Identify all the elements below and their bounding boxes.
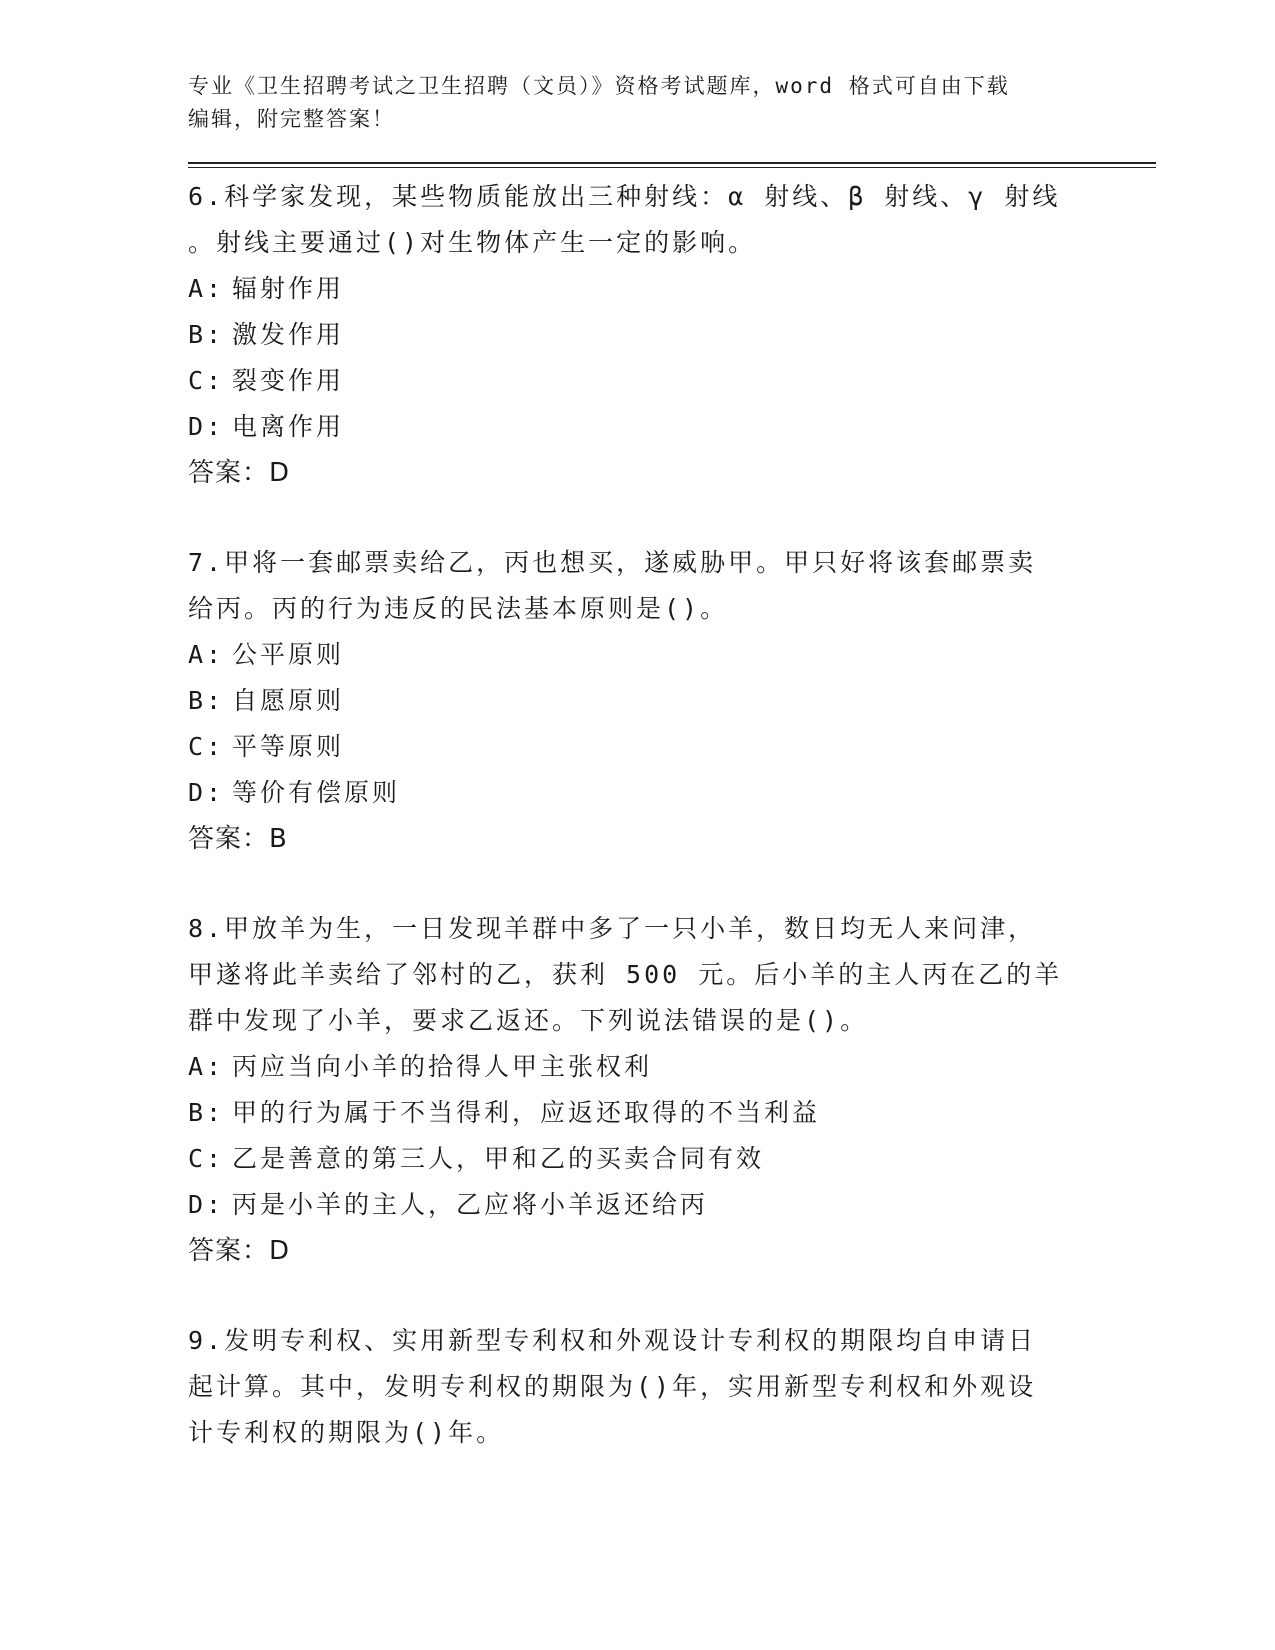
question-6 <box>188 174 1156 496</box>
question-text-line: 6.科学家发现，某些物质能放出三种射线：α 射线、β 射线、γ 射线 <box>188 182 1061 211</box>
option-d <box>188 1182 1156 1228</box>
option-key: A: <box>188 274 225 303</box>
option-a <box>188 1044 1156 1090</box>
option-key: D: <box>188 778 225 807</box>
option-key: A: <box>188 640 225 669</box>
answer: 答案：D <box>188 458 291 488</box>
option-text: 丙是小羊的主人，乙应将小羊返还给丙 <box>232 1190 709 1219</box>
question-text-line: 给丙。丙的行为违反的民法基本原则是()。 <box>188 594 729 623</box>
answer: 答案：D <box>188 1236 291 1266</box>
question-7 <box>188 540 1156 862</box>
option-key: A: <box>188 1052 225 1081</box>
option-text: 公平原则 <box>232 640 345 669</box>
option-key: B: <box>188 320 225 349</box>
option-b <box>188 1090 1156 1136</box>
option-text: 甲的行为属于不当得利，应返还取得的不当利益 <box>232 1098 821 1127</box>
option-key: B: <box>188 1098 225 1127</box>
option-text: 裂变作用 <box>232 366 345 395</box>
option-d <box>188 770 1156 816</box>
option-key: C: <box>188 366 225 395</box>
option-key: C: <box>188 1144 225 1173</box>
question-9 <box>188 1318 1156 1456</box>
header-divider <box>188 162 1156 168</box>
question-text-line: 7.甲将一套邮票卖给乙，丙也想买，遂威胁甲。甲只好将该套邮票卖 <box>188 548 1037 577</box>
answer: 答案：B <box>188 824 288 854</box>
option-key: B: <box>188 686 225 715</box>
option-text: 辐射作用 <box>232 274 345 303</box>
option-c <box>188 1136 1156 1182</box>
option-b <box>188 678 1156 724</box>
option-c <box>188 724 1156 770</box>
option-text: 自愿原则 <box>232 686 345 715</box>
option-text: 平等原则 <box>232 732 345 761</box>
option-key: D: <box>188 1190 225 1219</box>
question-8 <box>188 906 1156 1274</box>
option-b <box>188 312 1156 358</box>
option-text: 激发作用 <box>232 320 345 349</box>
question-text-line: 起计算。其中，发明专利权的期限为()年，实用新型专利权和外观设 <box>188 1372 1037 1401</box>
option-key: C: <box>188 732 225 761</box>
option-text: 乙是善意的第三人，甲和乙的买卖合同有效 <box>232 1144 765 1173</box>
option-text: 电离作用 <box>232 412 345 441</box>
question-text-line: 群中发现了小羊，要求乙返还。下列说法错误的是()。 <box>188 1006 869 1035</box>
document-page <box>188 70 1156 1456</box>
option-text: 丙应当向小羊的拾得人甲主张权利 <box>232 1052 653 1081</box>
option-a <box>188 632 1156 678</box>
question-text-line: 计专利权的期限为()年。 <box>188 1418 505 1447</box>
question-text-line: 9.发明专利权、实用新型专利权和外观设计专利权的期限均自申请日 <box>188 1326 1037 1355</box>
question-text-line: 。射线主要通过()对生物体产生一定的影响。 <box>188 228 757 257</box>
option-d <box>188 404 1156 450</box>
question-text-line: 8.甲放羊为生，一日发现羊群中多了一只小羊，数日均无人来问津， <box>188 914 1037 943</box>
question-text-line: 甲遂将此羊卖给了邻村的乙，获利 500 元。后小羊的主人丙在乙的羊 <box>188 960 1063 989</box>
header-line-1: 专业《卫生招聘考试之卫生招聘（文员）》资格考试题库，word 格式可自由下载 <box>188 74 1010 98</box>
option-c <box>188 358 1156 404</box>
option-a <box>188 266 1156 312</box>
option-key: D: <box>188 412 225 441</box>
header-line-2: 编辑，附完整答案！ <box>188 107 395 131</box>
option-text: 等价有偿原则 <box>232 778 401 807</box>
